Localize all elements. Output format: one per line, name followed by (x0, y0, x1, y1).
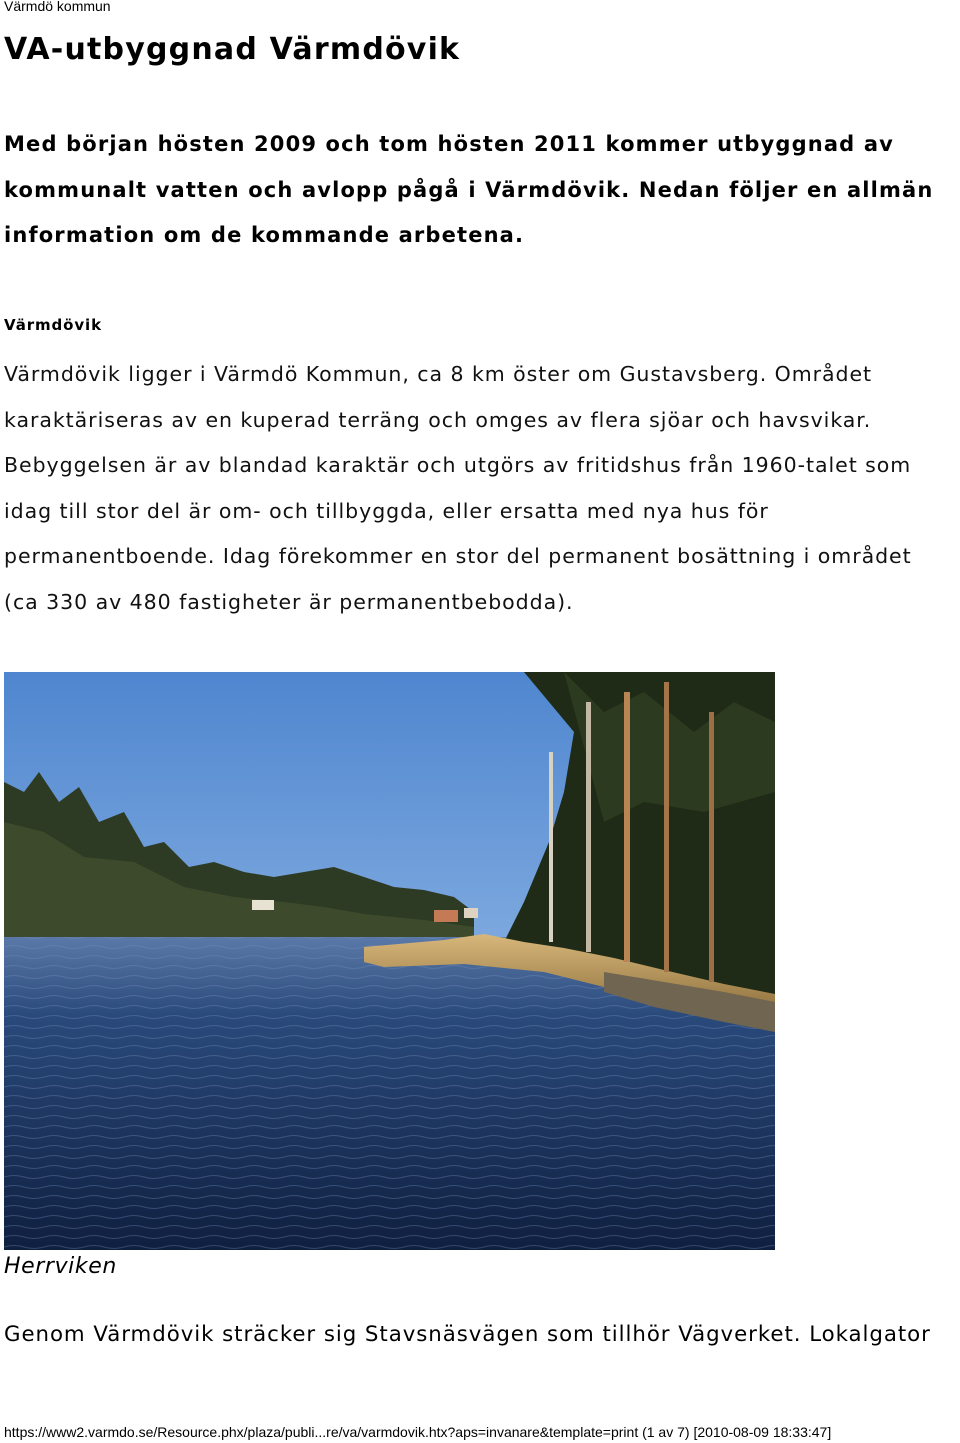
page-title: VA-utbyggnad Värmdövik (4, 32, 461, 67)
continuation-text: Genom Värmdövik sträcker sig Stavsnäsvägen som tillhör Vägverket. Lokalgator (4, 1322, 931, 1347)
section-paragraph (4, 352, 960, 626)
site-name: Värmdö kommun (4, 0, 111, 14)
paragraph-line: idag till stor del är om- och tillbyggda, eller ersatta med nya hus för (4, 498, 769, 523)
paragraph-line: (ca 330 av 480 fastigheter är permanentbebodda). (4, 589, 574, 614)
lake-photo (4, 672, 775, 1250)
intro-line: Med början hösten 2009 och tom hösten 2011 kommer utbyggnad av (4, 132, 894, 156)
paragraph-line: Värmdövik ligger i Värmdö Kommun, ca 8 km öster om Gustavsberg. Området (4, 362, 873, 386)
paragraph-line: karaktäriseras av en kuperad terräng och omges av flera sjöar och havsvikar. (4, 407, 872, 432)
intro-paragraph (4, 122, 954, 259)
photo-caption: Herrviken (4, 1254, 117, 1279)
section-heading: Värmdövik (4, 316, 102, 334)
paragraph-line: Bebyggelsen är av blandad karaktär och utgörs av fritidshus från 1960-talet som (4, 453, 912, 478)
intro-line: kommunalt vatten och avlopp pågå i Värmdövik. Nedan följer en allmän (4, 177, 934, 202)
paragraph-line: permanentboende. Idag förekommer en stor del permanent bosättning i området (4, 544, 912, 569)
footer-url: https://www2.varmdo.se/Resource.phx/plaza/publi...re/va/varmdovik.htx?aps=invanare&template=print (1 av 7) [2010-08-09 18:33:47] (4, 1424, 832, 1440)
intro-line: information om de kommande arbetena. (4, 223, 525, 247)
